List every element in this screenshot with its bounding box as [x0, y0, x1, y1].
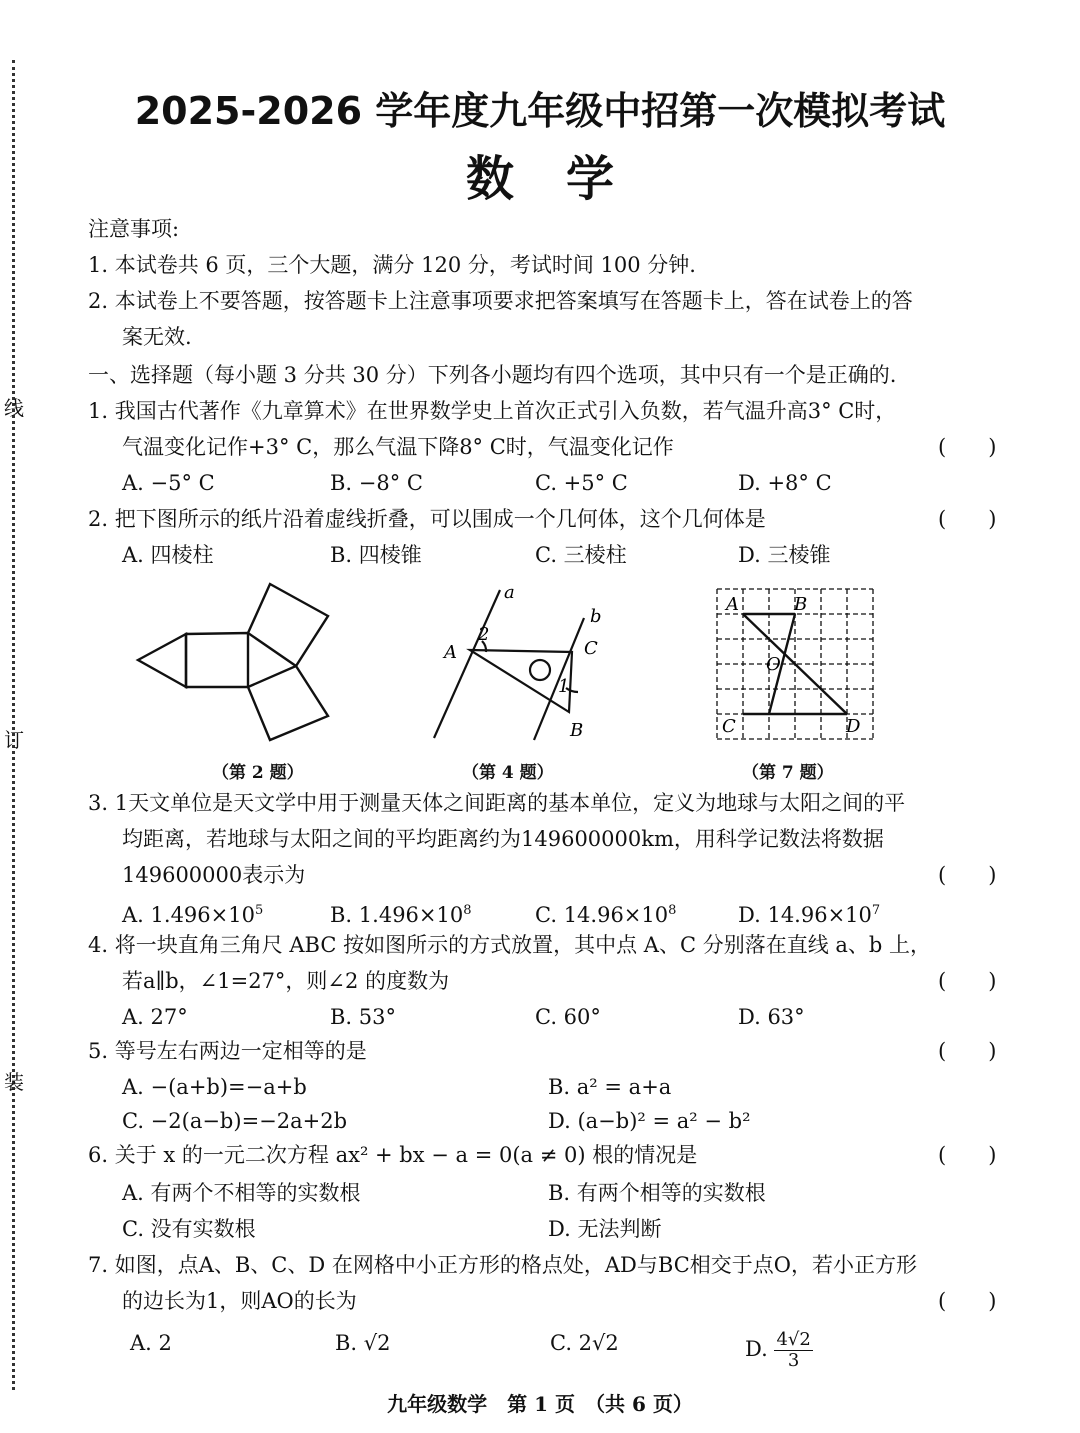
fig4-label-A: A — [444, 642, 457, 663]
q3-option-d: D. $14.96\times 10^7$ — [738, 903, 881, 927]
q4-option-d: D. 63° — [738, 1005, 805, 1029]
fig7-label-O: O — [766, 654, 781, 675]
q2-option-c: C. 三棱柱 — [535, 543, 627, 567]
q5-option-c: C. −2(a−b)=−2a+2b — [122, 1109, 348, 1133]
caption-q4: （第 4 题） — [462, 763, 554, 783]
q2-option-d: D. 三棱锥 — [738, 543, 831, 567]
q3-option-a: A. $1.496\times 10^5$ — [122, 903, 264, 927]
q1-line-2: 气温变化记作+3° C，那么气温下降8° C时，气温变化记作 — [122, 435, 674, 459]
q5-option-a: A. −(a+b)=−a+b — [122, 1075, 307, 1099]
fig4-label-B: B — [570, 720, 584, 741]
caption-q2: （第 2 题） — [212, 763, 304, 783]
fig7-label-B: B — [794, 594, 808, 615]
section-1-heading: 一、选择题（每小题 3 分共 30 分）下列各小题均有四个选项，其中只有一个是正确的. — [88, 363, 897, 387]
q4-option-c: C. 60° — [535, 1005, 601, 1029]
fig4-label-a: a — [504, 582, 515, 603]
q2-option-b: B. 四棱锥 — [330, 543, 422, 567]
margin-char-xian: 线 — [4, 396, 24, 420]
q4-answer-paren: ( ) — [938, 969, 997, 993]
q7-line-2: 的边长为1，则AO的长为 — [122, 1289, 357, 1313]
q5-answer-paren: ( ) — [938, 1039, 997, 1063]
binding-dotted-line — [12, 60, 15, 1390]
notes-heading: 注意事项: — [88, 217, 180, 241]
notes-item-1: 1. 本试卷共 6 页，三个大题，满分 120 分，考试时间 100 分钟. — [88, 253, 696, 277]
q3-line-1: 3. 1天文单位是天文学中用于测量天体之间距离的基本单位，定义为地球与太阳之间的平 — [88, 791, 906, 815]
q6-option-a: A. 有两个不相等的实数根 — [122, 1181, 361, 1205]
exam-title: 2025-2026 学年度九年级中招第一次模拟考试 — [134, 89, 946, 133]
fig7-label-C: C — [722, 716, 736, 737]
q3-line-3: 149600000表示为 — [122, 863, 306, 887]
q5-line-1: 5. 等号左右两边一定相等的是 — [88, 1039, 367, 1063]
q4-option-a: A. 27° — [122, 1005, 188, 1029]
margin-char-zhuang: 装 — [4, 1070, 24, 1094]
q2-line-1: 2. 把下图所示的纸片沿着虚线折叠，可以围成一个几何体，这个几何体是 — [88, 507, 766, 531]
q7-option-c: C. 2√2 — [550, 1331, 619, 1355]
q6-option-c: C. 没有实数根 — [122, 1217, 256, 1241]
q7-option-b: B. √2 — [335, 1331, 391, 1355]
q3-answer-paren: ( ) — [938, 863, 997, 887]
figure-q4 — [432, 578, 622, 748]
q7-line-1: 7. 如图，点A、B、C、D 在网格中小正方形的格点处，AD与BC相交于点O，若小正方形 — [88, 1253, 917, 1277]
q1-option-b: B. −8° C — [330, 471, 423, 495]
q1-answer-paren: ( ) — [938, 435, 997, 459]
q4-option-b: B. 53° — [330, 1005, 397, 1029]
q2-option-a: A. 四棱柱 — [122, 543, 214, 567]
fig4-label-1: 1 — [558, 676, 570, 697]
q6-option-b: B. 有两个相等的实数根 — [548, 1181, 766, 1205]
q1-option-a: A. −5° C — [122, 471, 215, 495]
fig4-label-C: C — [584, 638, 598, 659]
q6-answer-paren: ( ) — [938, 1143, 997, 1167]
page-footer: 九年级数学 第 1 页 （共 6 页） — [387, 1392, 693, 1416]
figure-q7-grid — [712, 584, 878, 744]
q3-option-b: B. $1.496\times 10^8$ — [330, 903, 472, 927]
q7-option-d-fraction: $\frac{4√2}{3}$ — [776, 1329, 811, 1371]
figure-q2-net — [130, 578, 340, 748]
q5-option-d: D. (a−b)² = a² − b² — [548, 1109, 751, 1133]
q5-option-b: B. a² = a+a — [548, 1075, 672, 1099]
q3-option-c: C. $14.96\times 10^8$ — [535, 903, 677, 927]
q6-option-d: D. 无法判断 — [548, 1217, 662, 1241]
q7-answer-paren: ( ) — [938, 1289, 997, 1313]
q7-option-d: D. $\frac{4√2}{3}$ — [745, 1329, 811, 1371]
margin-char-ding: 订 — [4, 728, 24, 752]
q1-option-d: D. +8° C — [738, 471, 832, 495]
caption-q7: （第 7 题） — [742, 763, 834, 783]
notes-item-2-cont: 案无效. — [122, 325, 192, 349]
q3-line-2: 均距离，若地球与太阳之间的平均距离约为149600000km，用科学记数法将数据 — [122, 827, 884, 851]
q1-line-1: 1. 我国古代著作《九章算术》在世界数学史上首次正式引入负数，若气温升高3° C时， — [88, 399, 897, 423]
q4-line-1: 4. 将一块直角三角尺 ABC 按如图所示的方式放置，其中点 A、C 分别落在直线 a、b 上， — [88, 933, 932, 957]
fig4-label-2: 2 — [478, 624, 490, 645]
fig4-label-b: b — [590, 606, 602, 627]
q2-answer-paren: ( ) — [938, 507, 997, 531]
fig7-label-D: D — [846, 716, 861, 737]
fig7-label-A: A — [726, 594, 739, 615]
q4-line-2: 若a∥b，∠1=27°，则∠2 的度数为 — [122, 969, 450, 993]
q6-line-1: 6. 关于 x 的一元二次方程 ax² + bx − a = 0(a ≠ 0) 根的情况是 — [88, 1143, 698, 1167]
notes-item-2: 2. 本试卷上不要答题，按答题卡上注意事项要求把答案填写在答题卡上，答在试卷上的答 — [88, 289, 913, 313]
q7-option-a: A. 2 — [130, 1331, 172, 1355]
exam-subject: 数学 — [465, 151, 666, 207]
q1-option-c: C. +5° C — [535, 471, 628, 495]
